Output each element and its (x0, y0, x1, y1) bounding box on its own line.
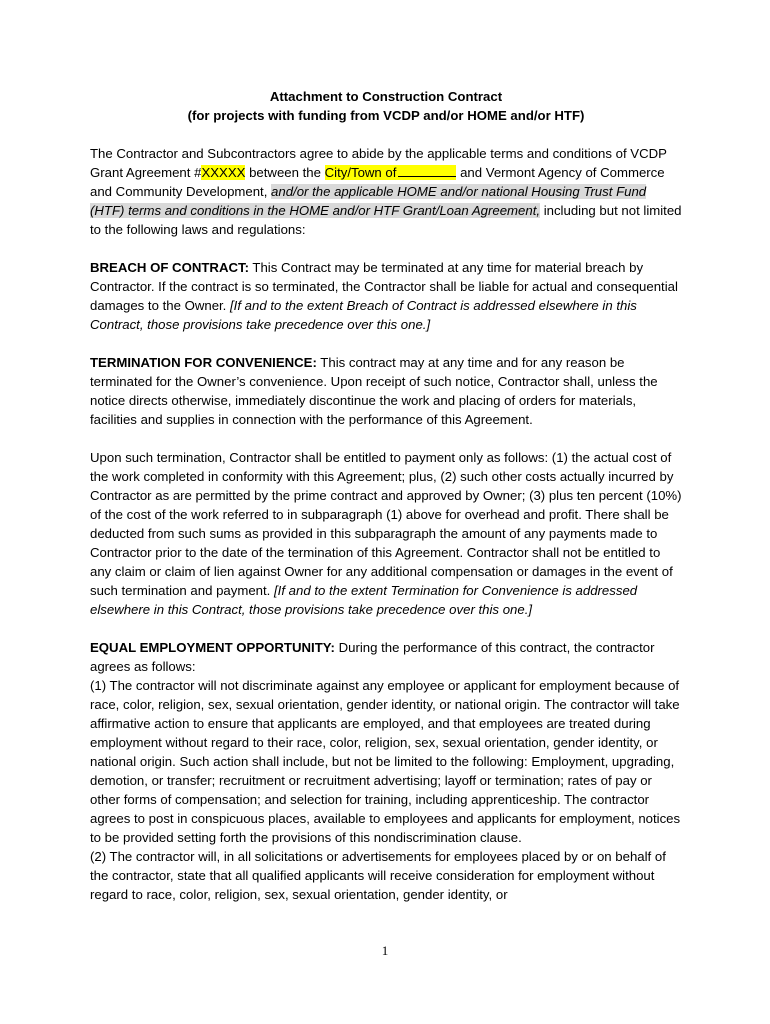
grant-number-placeholder: XXXXX (201, 165, 246, 180)
termination-note: [If and to the extent Termination for Convenience is addressed elsewhere in this Contract, those provisions take precedence over this one.] (90, 583, 638, 617)
intro-text-3: and Vermont Agency of Commerce and Community Development, (90, 165, 665, 199)
intro-text-2: between the (245, 165, 325, 180)
termination-heading: TERMINATION FOR CONVENIENCE: (90, 355, 317, 370)
breach-text: This Contract may be terminated at any time for material breach by Contractor. If the contract is so terminated, the Contractor shall be liable for actual and consequential damages to the Owner. (90, 260, 678, 313)
city-town-field (325, 165, 457, 180)
termination-payment-text: Upon such termination, Contractor shall be entitled to payment only as follows: (1) the actual cost of the work completed in conformity with this Agreement; plus, (2) such other costs actually incurred by Contractor as are permitted by the prime contract and approved by Owner; (3) plus ten percent (10%) of the cost of the work referred to in subparagraph (1) above for overhead and profit. There shall be deducted from such sums as provided in this subparagraph the amount of any payments made to Contractor prior to the date of the termination of this Agreement. Contractor shall not be entitled to any claim or claim of lien against Owner for any additional compensation or damages in the event of such termination and payment. (90, 450, 682, 598)
termination-text: This contract may at any time and for any reason be terminated for the Owner’s convenience. Upon receipt of such notice, Contractor shall, unless the notice directs otherwise, immediately discontinue the work and placing of orders for materials, facilities and supplies in connection with the performance of this Agreement. (90, 355, 658, 427)
intro-text-4: including but not limited to the following laws and regulations: (90, 203, 682, 237)
eeo-item-2: (2) The contractor will, in all solicitations or advertisements for employees placed by or on behalf of the contractor, state that all qualified applicants will receive consideration for employment without regard to race, color, religion, sex, sexual orientation, gender identity, or (90, 849, 666, 902)
document-subtitle: (for projects with funding from VCDP and/or HOME and/or HTF) (187, 108, 585, 123)
page-number: 1 (381, 943, 389, 958)
city-town-label: City/Town of (324, 165, 397, 180)
eeo-text: During the performance of this contract, the contractor agrees as follows: (90, 640, 655, 674)
home-htf-highlight: and/or the applicable HOME and/or national Housing Trust Fund (HTF) terms and conditions in the HOME and/or HTF Grant/Loan Agreement, (90, 184, 647, 218)
document-body (90, 87, 682, 904)
eeo-paragraph (90, 638, 682, 676)
eeo-item-1: (1) The contractor will not discriminate against any employee or applicant for employment because of race, color, religion, sex, sexual orientation, gender identity, or national origin. The contractor will take affirmative action to ensure that applicants are employed, and that employees are treated during employment without regard to their race, color, religion, sex, sexual orientation, gender identity, or national origin. Such action shall include, but not be limited to the following: Employment, upgrading, demotion, or transfer; recruitment or recruitment advertising; layoff or termination; rates of pay or other forms of compensation; and selection for training, including apprenticeship. The contractor agrees to post in conspicuous places, available to employees and applicants for employment, notices to be provided setting forth the provisions of this nondiscrimination clause. (90, 678, 681, 845)
termination-payment-paragraph (90, 448, 682, 619)
document-title: Attachment to Construction Contract (269, 89, 503, 104)
eeo-heading: EQUAL EMPLOYMENT OPPORTUNITY: (90, 640, 335, 655)
breach-heading: BREACH OF CONTRACT: (90, 260, 249, 275)
city-town-blank (398, 164, 456, 177)
breach-note: [If and to the extent Breach of Contract is addressed elsewhere in this Contract, those provisions take precedence over this one.] (90, 298, 637, 332)
intro-paragraph (90, 144, 682, 239)
termination-paragraph (90, 353, 682, 429)
breach-paragraph (90, 258, 682, 334)
intro-text-1: The Contractor and Subcontractors agree to abide by the applicable terms and conditions of VCDP Grant Agreement # (90, 146, 667, 180)
